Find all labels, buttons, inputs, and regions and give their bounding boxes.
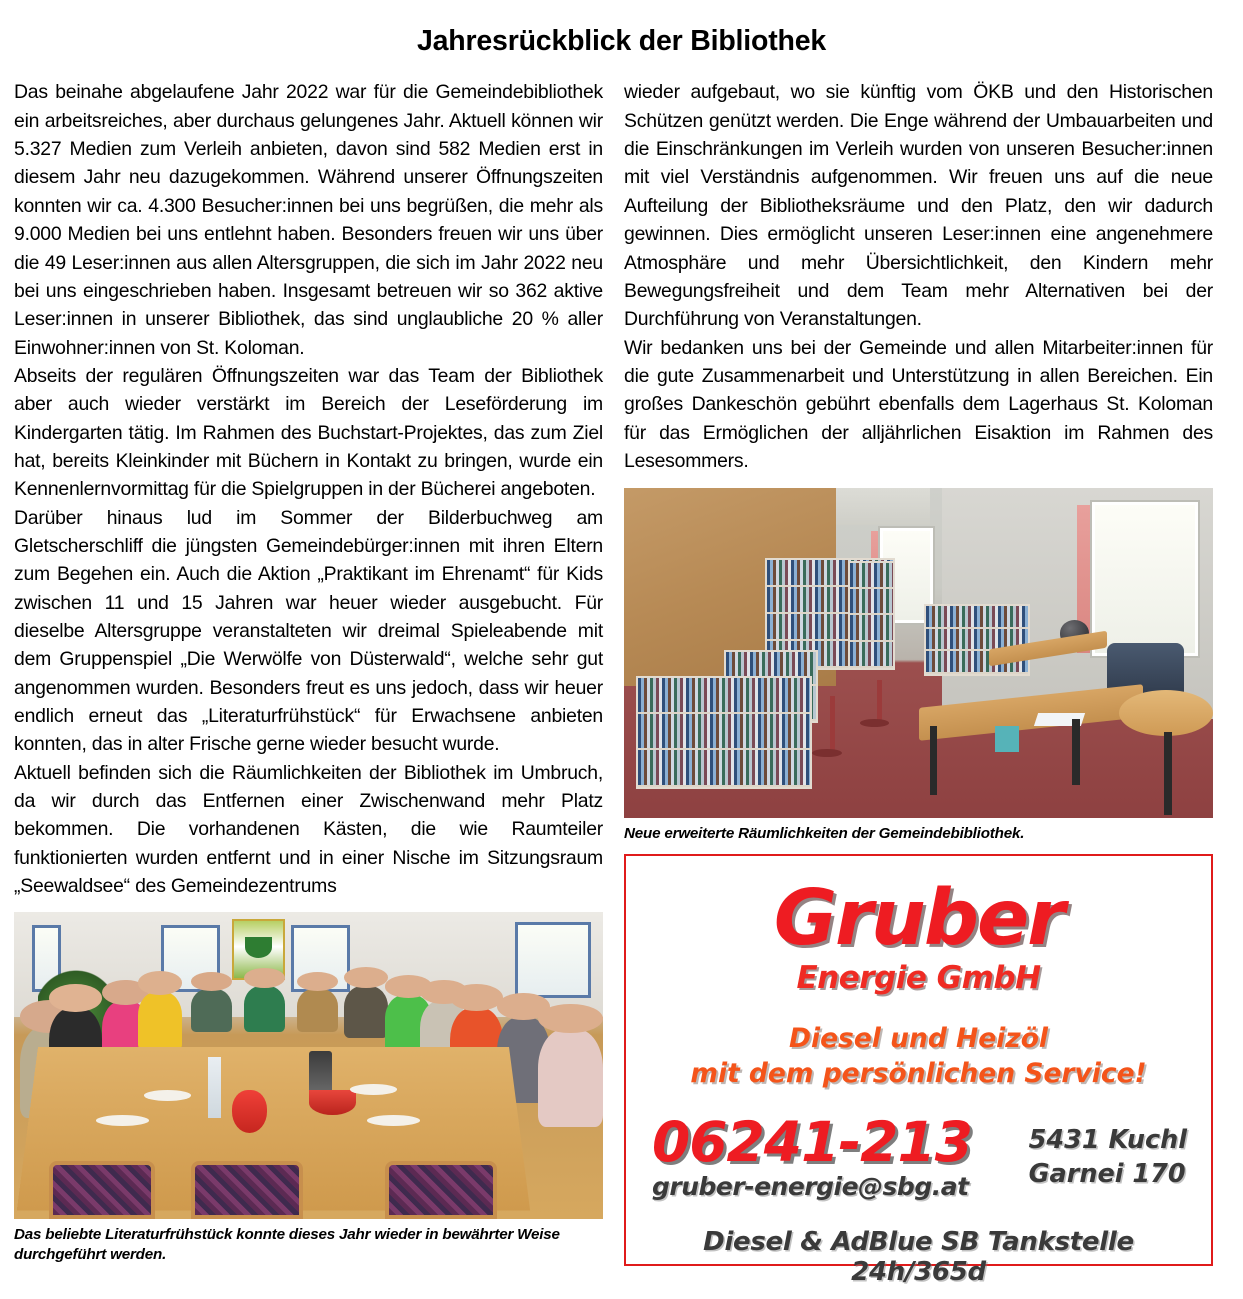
photo-caption-bibliothek: Neue erweiterte Räumlichkeiten der Gemeindebibliothek. (624, 825, 1025, 843)
page-title: Jahresrückblick der Bibliothek (417, 25, 826, 58)
photo-bookshelf (924, 604, 1030, 677)
ad-company-suffix: Energie GmbH (796, 960, 1041, 997)
photo-bin (995, 726, 1019, 752)
advertisement-gruber-energie[interactable] (624, 854, 1213, 1288)
ad-slogan-line-2: mit dem persönlichen Service! (690, 1057, 1147, 1089)
photo-plate (96, 1115, 149, 1126)
ad-contact-left (652, 1110, 1029, 1202)
photo-person (344, 986, 388, 1038)
photo-person (538, 1029, 603, 1127)
photo-bowl (309, 1090, 356, 1115)
ad-slogan-line-1: Diesel und Heizöl (789, 1023, 1048, 1055)
paragraph: Wir bedanken uns bei der Gemeinde und allen Mitarbeiter:innen für die gute Zusammenarbeit und Unterstützung in allen Bereichen. Ein großes Dankeschön gebührt ebenfalls dem Lagerhaus St. Koloman für das Ermöglichen der alljährlichen Eisaktion im Rahmen des Lesesommers. (624, 336, 1213, 472)
right-column-body (624, 78, 1213, 475)
paragraph: Das beinahe abgelaufene Jahr 2022 war für die Gemeindebibliothek ein arbeitsreiches, aber durchaus gelungenes Jahr. Aktuell können wir 5.327 Medien zum Verleih anbieten, davon sind 582 Medien erst in diesem Jahr neu dazugekommen. Während unserer Öffnungszeiten konnten wir ca. 4.300 Besucher:innen bei uns begrüßen, die mehr als 9.000 Medien bei uns entlehnt haben. Besonders freuen wir uns über die 49 Leser:innen aus allen Altersgruppen, die sich im Jahr 2022 neu bei uns eingeschrieben haben. Insgesamt betreuen wir so 362 aktive Leser:innen in unserer Bibliothek, das sind unglaubliche 20 % aller Einwohner:innen von St. Koloman. (14, 81, 603, 359)
photo-round-table (1119, 690, 1213, 736)
photo-display-stand-base (812, 749, 841, 757)
photo-chair (191, 1161, 303, 1219)
photo-window (1095, 505, 1195, 654)
photo-caption-literaturfruehstueck: Das beliebte Literaturfrühstück konnte dieses Jahr wieder in bewährter Weise durchgeführt werden. (14, 1226, 560, 1264)
ad-postal-address (1029, 1115, 1201, 1192)
ad-contact-block (636, 1110, 1201, 1202)
ad-address-line-2: Garnei 170 (1028, 1159, 1186, 1190)
photo-display-stand (830, 696, 835, 752)
article-columns (0, 78, 1243, 1288)
photo-display-stand (877, 680, 882, 723)
left-column (14, 78, 603, 1266)
photo-bottle (208, 1057, 221, 1118)
paragraph: Darüber hinaus lud im Sommer der Bilderbuchweg am Gletscherschliff die jüngsten Gemeindebürger:innen mit ihren Eltern zum Begehen ein. Auch die Aktion „Praktikant im Ehrenamt“ für Kids zwischen 11 und 15 Jahren war heuer wieder ausgebucht. Für dieselbe Altersgruppe veranstalteten wir dreimal Spieleabende mit dem Gruppenspiel „Die Werwölfe von Düsterwald“, welche sehr gut angenommen wurden. Besonders freut es uns jedoch, dass wir heuer endlich erneut das „Literaturfrühstück“ für Erwachsene anbieten konnten, das in alter Frische gerne wieder besucht wurde. (14, 506, 603, 756)
photo-table-leg (930, 726, 937, 795)
photo-table-leg (1072, 719, 1080, 785)
photo-person (297, 989, 338, 1032)
ad-company-name: Gruber (773, 874, 1064, 964)
ad-footer-text: Diesel & AdBlue SB Tankstelle 24h/365d (703, 1227, 1134, 1288)
ad-email-address[interactable]: gruber-energie@sbg.at (652, 1172, 969, 1202)
photo-display-stand-base (860, 719, 889, 727)
photo-bookshelf (848, 561, 895, 670)
photo-plate (350, 1084, 397, 1095)
photo-bookshelf (636, 676, 813, 788)
photo-person (191, 989, 232, 1032)
photo-chair (49, 1161, 155, 1219)
photo-chair (385, 1161, 497, 1219)
photo-window (515, 922, 592, 999)
photo-table-leg (1164, 732, 1172, 815)
ad-phone-number[interactable]: 06241-213 (652, 1110, 972, 1175)
photo-plate (367, 1115, 420, 1126)
photo-person (244, 986, 285, 1032)
photo-literaturfruehstueck (14, 912, 603, 1219)
paragraph: Abseits der regulären Öffnungszeiten war das Team der Bibliothek aber auch wieder verstärkt im Bereich der Leseförderung im Kindergarten tätig. Im Rahmen des Buchstart-Projektes, das zum Ziel hat, bereits Kleinkinder mit Büchern in Kontakt zu bringen, wurde ein Kennenlernvormittag für die Spielgruppen in der Bücherei angeboten. (14, 364, 603, 501)
paragraph: wieder aufgebaut, wo sie künftig vom ÖKB und den Historischen Schützen genützt werden. Die Enge während der Umbauarbeiten und die Einschränkungen im Verleih wurden von unseren Besucher:innen mit viel Verständnis aufgenommen. Wir freuen uns auf die neue Aufteilung der Bibliotheksräume und den Platz, den wir dadurch gewinnen. Dies ermöglicht unseren Leser:innen eine angenehmere Atmosphäre und mehr Übersichtlichkeit, den Kindern mehr Bewegungsfreiheit und dem Team mehr Alternativen bei der Durchführung von Veranstaltungen. (624, 81, 1213, 331)
paragraph: Aktuell befinden sich die Räumlichkeiten der Bibliothek im Umbruch, da wir durch das Entfernen einer Zwischenwand mehr Platz bekommen. Die vorhandenen Kästen, die wie Raumteiler funktionierten wurden entfernt und in einer Nische im Sitzungsraum „Seewaldsee“ des Gemeindezentrums (14, 761, 603, 898)
photo-bibliothek (624, 488, 1213, 818)
right-column (624, 78, 1213, 1288)
ad-address-line-1: 5431 Kuchl (1028, 1125, 1187, 1156)
left-column-body (14, 78, 603, 900)
ad-slogan (636, 1022, 1201, 1091)
photo-person (138, 992, 182, 1050)
